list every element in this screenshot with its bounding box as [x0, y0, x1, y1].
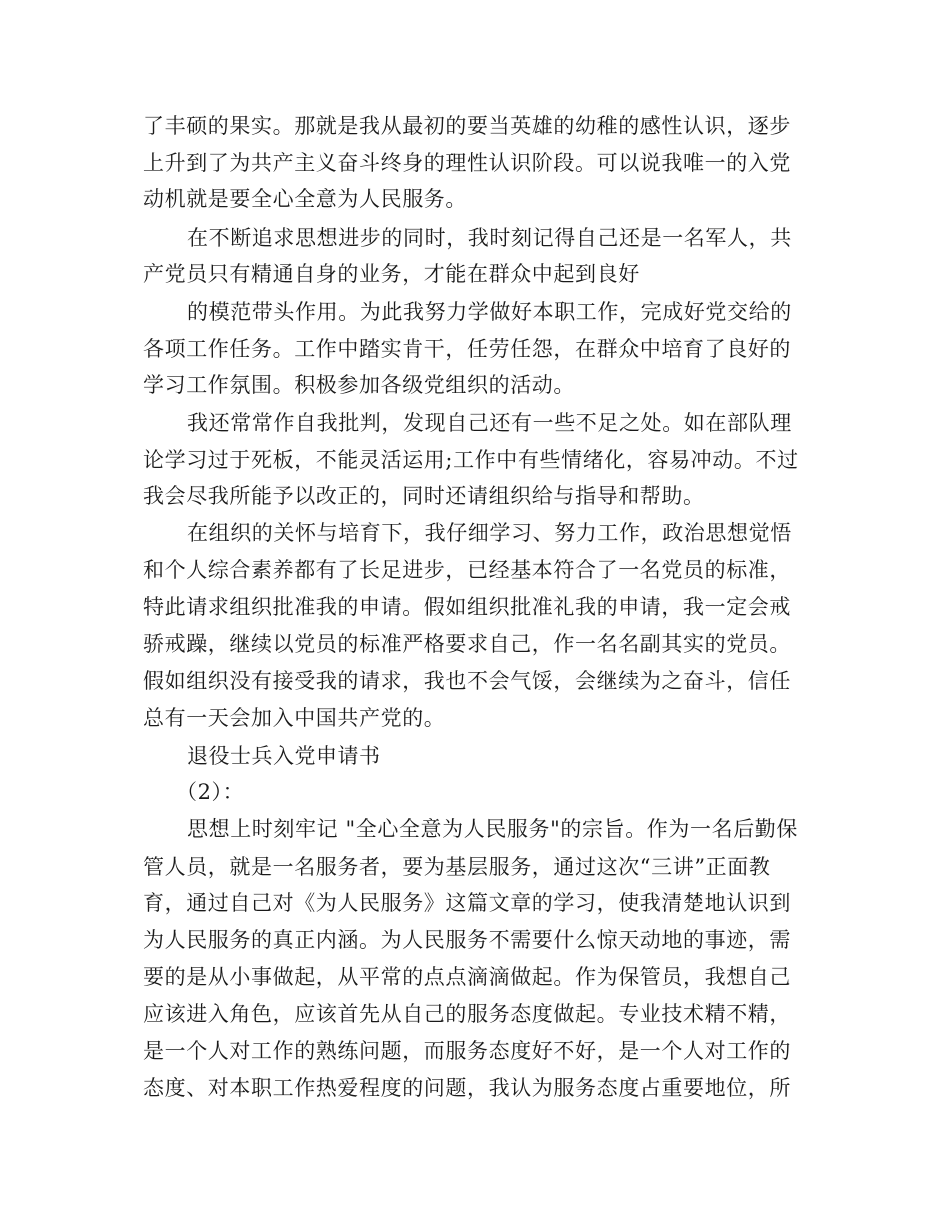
text-line: 要的是从小事做起，从平常的点点滴滴做起。作为保管员，我想自己 [143, 965, 791, 989]
text-line: 育，通过自己对《为人民服务》这篇文章的学习，使我清楚地认识到 [143, 891, 791, 915]
text-line: 是一个人对工作的熟练问题，而服务态度好不好，是一个人对工作的 [143, 1039, 791, 1063]
text-line: 态度、对本职工作热爱程度的问题，我认为服务态度占重要地位，所 [143, 1076, 791, 1100]
text-line: 的模范带头作用。为此我努力学做好本职工作，完成好党交给的 [187, 300, 792, 324]
text-line: 总有一天会加入中国共产党的。 [143, 706, 446, 730]
text-line: 我会尽我所能予以改正的，同时还请组织给与指导和帮助。 [143, 484, 705, 508]
text-line: 在组织的关怀与培育下，我仔细学习、努力工作，政治思想觉悟 [187, 521, 792, 545]
text-line: 管人员，就是一名服务者，要为基层服务，通过这次“三讲”正面教 [143, 855, 771, 879]
text-line: 应该进入角色，应该首先从自己的服务态度做起。专业技术精不精， [143, 1002, 791, 1026]
text-line: 了丰硕的果实。那就是我从最初的要当英雄的幼稚的感性认识，逐步 [143, 114, 791, 138]
text-line: 假如组织没有接受我的请求，我也不会气馁，会继续为之奋斗，信任 [143, 669, 791, 693]
text-line: 特此请求组织批准我的申请。假如组织批准礼我的申请，我一定会戒 [143, 595, 791, 619]
text-line: 动机就是要全心全意为人民服务。 [143, 187, 467, 211]
text-line: 为人民服务的真正内涵。为人民服务不需要什么惊天动地的事迹，需 [143, 928, 791, 952]
text-line: 论学习过于死板，不能灵活运用;工作中有些情绪化，容易冲动。不过 [143, 448, 799, 472]
text-line: 和个人综合素养都有了长足进步，已经基本符合了一名党员的标准， [143, 558, 791, 582]
text-line: 产党员只有精通自身的业务，才能在群众中起到良好 [143, 262, 640, 286]
text-line: 上升到了为共产主义奋斗终身的理性认识阶段。可以说我唯一的入党 [143, 151, 791, 175]
text-line: 我还常常作自我批判，发现自己还有一些不足之处。如在部队理 [187, 411, 792, 435]
text-line: 骄戒躁，继续以党员的标准严格要求自己，作一名名副其实的党员。 [143, 632, 791, 656]
section-title: 退役士兵入党申请书 [187, 744, 381, 768]
section-subtitle: （2）： [176, 780, 245, 804]
text-line: 在不断追求思想进步的同时，我时刻记得自己还是一名军人，共 [187, 226, 792, 250]
text-line: 学习工作氛围。积极参加各级党组织的活动。 [143, 373, 575, 397]
text-line: 思想上时刻牢记 "全心全意为人民服务"的宗旨。作为一名后勤保 [187, 817, 798, 841]
text-line: 各项工作任务。工作中踏实肯干，任劳任怨，在群众中培育了良好的 [143, 337, 791, 361]
